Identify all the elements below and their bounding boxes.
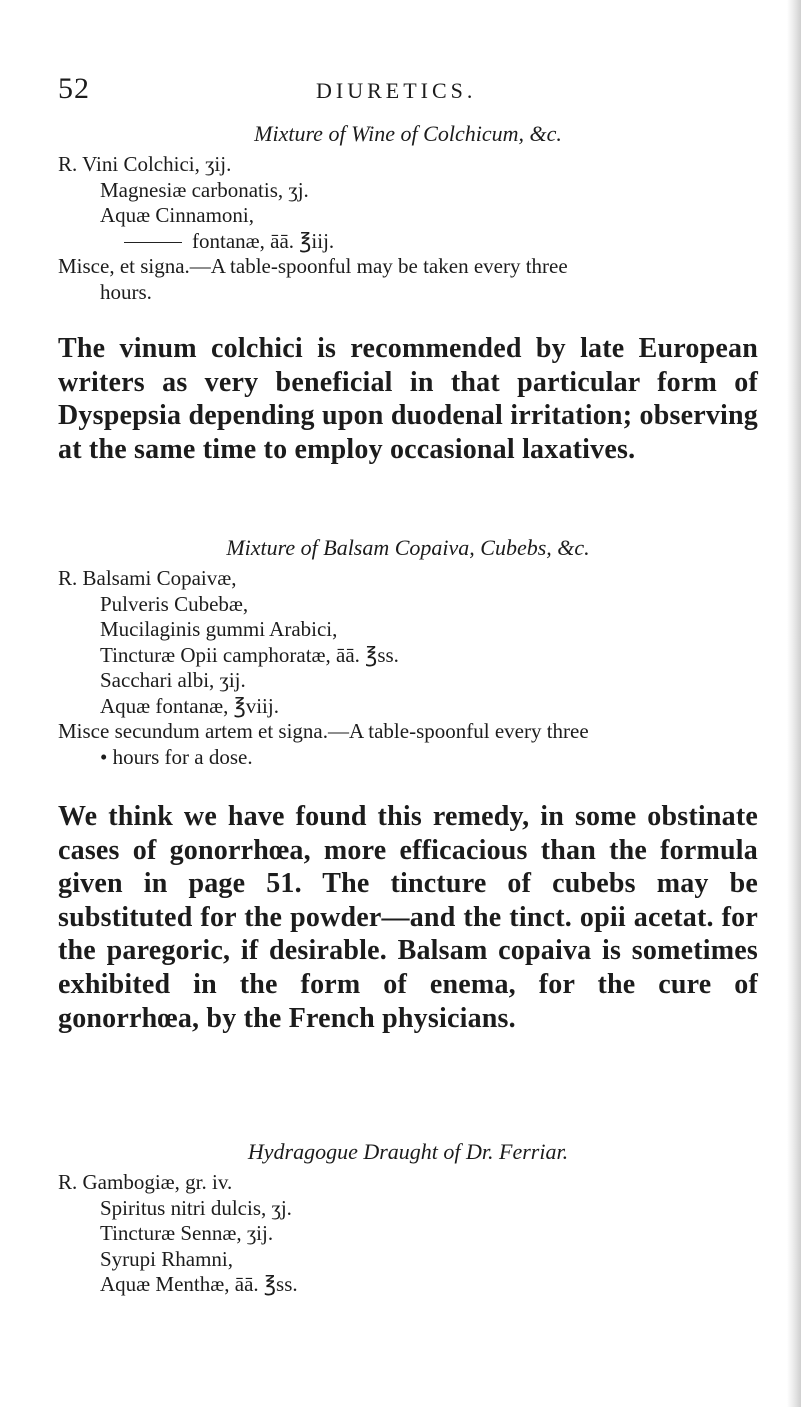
ingredient-line: R. Vini Colchici, ʒij. <box>58 152 232 176</box>
recipe-hydragogue <box>58 1138 758 1298</box>
recipe-ingredients <box>58 566 758 770</box>
ditto-dash <box>124 242 182 243</box>
running-head: DIURETICS. <box>316 78 477 103</box>
ingredient-line: R. Balsami Copaivæ, <box>58 566 237 590</box>
page-number: 52 <box>58 72 90 105</box>
recipe-ingredients <box>58 152 758 305</box>
page-edge-shadow <box>787 0 801 1407</box>
recipe-direction: Misce, et signa.—A table-spoonful may be taken every three <box>58 254 568 278</box>
recipe-copaiva <box>58 534 758 770</box>
ingredient-line: Tincturæ Sennæ, ʒij. <box>100 1221 274 1245</box>
recipe-direction-continued: hours. <box>100 279 152 304</box>
ingredient-text: fontanæ, āā. ℥iij. <box>192 228 335 253</box>
ingredient-line: Sacchari albi, ʒij. <box>100 668 246 692</box>
recipe-title: Hydragogue Draught of Dr. Ferriar. <box>247 1139 569 1164</box>
paragraph-gonorrhoea: We think we have found this remedy, in some obstinate cases of gonorrhœa, more efficacious than the formula given in page 51. The tincture of cubebs may be substituted for the powder—and the tinct. opii acetat. for the paregoric, if desirable. Balsam copaiva is sometimes exhibited in the form of enema, for the cure of gonorrhœa, by the French physicians. <box>58 801 758 1034</box>
recipe-direction: Misce secundum artem et signa.—A table-spoonful every three <box>58 719 589 743</box>
ingredient-line: Mucilaginis gummi Arabici, <box>100 617 338 641</box>
recipe-colchicum <box>58 120 758 305</box>
ingredient-line: R. Gambogiæ, gr. iv. <box>58 1170 233 1194</box>
page-header <box>58 72 758 112</box>
ingredient-line: Tincturæ Opii camphoratæ, āā. ℥ss. <box>100 642 399 667</box>
ingredient-line: Spiritus nitri dulcis, ʒj. <box>100 1195 292 1220</box>
recipe-title: Mixture of Wine of Colchicum, &c. <box>254 121 562 146</box>
ingredient-line: Aquæ fontanæ, ℥viij. <box>100 693 279 718</box>
ingredient-line: Pulveris Cubebæ, <box>100 591 249 616</box>
recipe-ingredients <box>58 1170 758 1298</box>
ingredient-line-ditto <box>58 229 758 255</box>
ingredient-line: Syrupi Rhamni, <box>100 1246 234 1271</box>
recipe-title: Mixture of Balsam Copaiva, Cubebs, &c. <box>226 535 590 560</box>
paragraph-colchici: The vinum colchici is recommended by late European writers as very beneficial in that particular form of Dyspepsia depending upon duodenal irritation; observing at the same time to employ occasional laxatives. <box>58 333 758 465</box>
ingredient-line: Aquæ Menthæ, āā. ℥ss. <box>100 1272 298 1296</box>
ingredient-line: Aquæ Cinnamoni, <box>100 203 255 227</box>
recipe-direction-continued: • hours for a dose. <box>100 744 253 769</box>
ingredient-line: Magnesiæ carbonatis, ʒj. <box>100 177 309 202</box>
